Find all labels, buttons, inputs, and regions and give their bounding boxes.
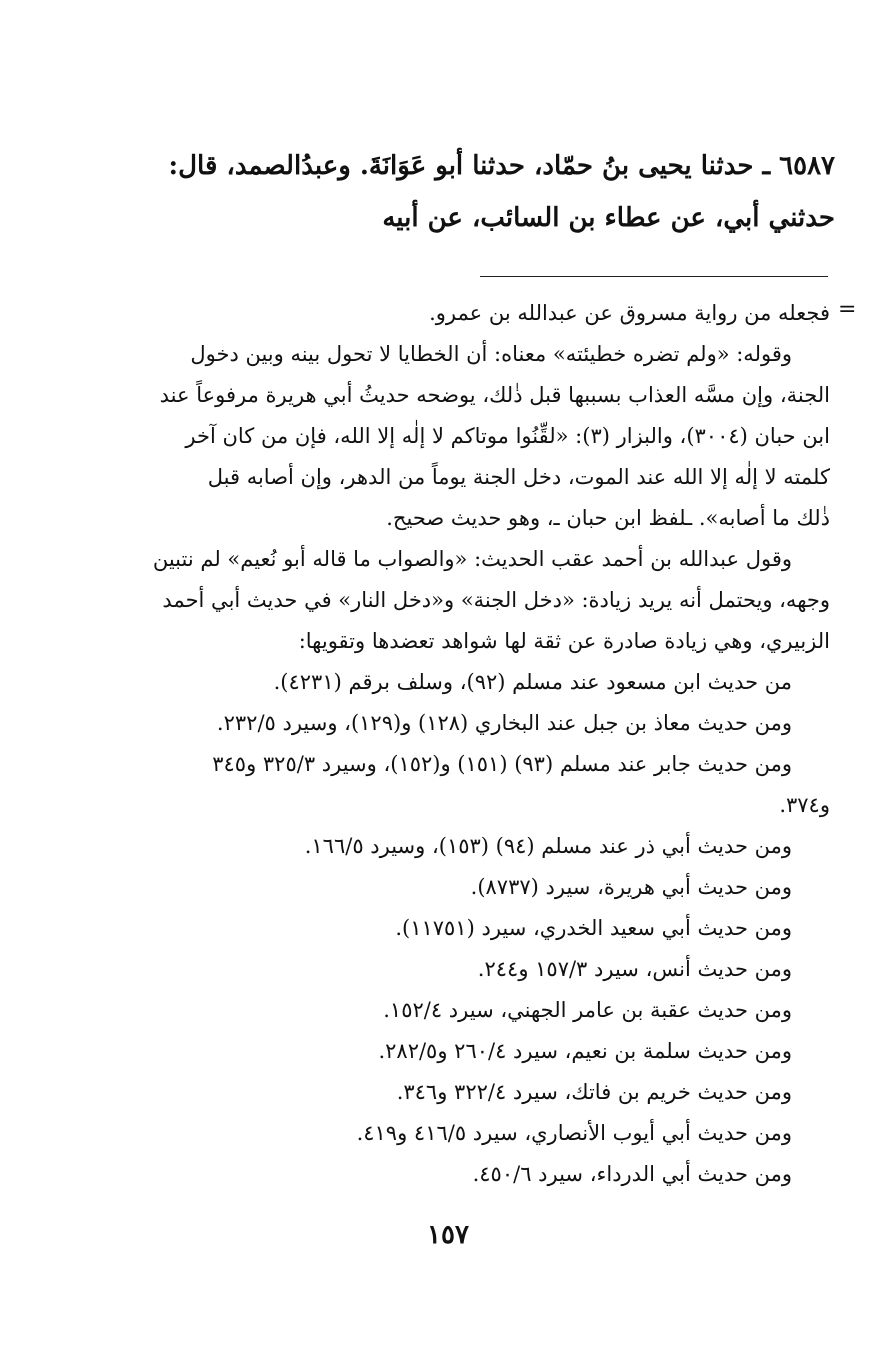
reference-item-continuation: و٣٧٤. — [779, 793, 830, 817]
reference-item: ومن حديث سلمة بن نعيم، سيرد ٢٦٠/٤ و٢٨٢/٥. — [378, 1039, 792, 1063]
reference-item: ومن حديث أنس، سيرد ١٥٧/٣ و٢٤٤. — [477, 957, 792, 981]
footnote-line: فجعله من رواية مسروق عن عبدالله بن عمرو. — [429, 301, 830, 325]
hadith-line: حدثني أبي، عن عطاء بن السائب، عن أبيه — [382, 203, 835, 233]
hadith-text — [95, 140, 835, 244]
reference-item: ومن حديث عقبة بن عامر الجهني، سيرد ١٥٢/٤. — [383, 998, 792, 1022]
reference-item: ومن حديث جابر عند مسلم (٩٣) (١٥١) و(١٥٢)، وسيرد ٣٢٥/٣ و٣٤٥ — [212, 752, 792, 776]
continuation-marker: = — [838, 297, 857, 322]
reference-item: ومن حديث معاذ بن جبل عند البخاري (١٢٨) و(١٢٩)، وسيرد ٢٣٢/٥. — [216, 711, 792, 735]
footnote-line: ذٰلك ما أصابه». ـلفظ ابن حبان ـ، وهو حديث صحيح. — [386, 506, 830, 530]
page-number: ١٥٧ — [427, 1220, 469, 1250]
footnote-line: كلمته لا إلٰه إلا الله عند الموت، دخل الجنة يوماً من الدهر، وإن أصابه قبل — [207, 465, 830, 489]
footnote-line: الزبيري، وهي زيادة صادرة عن ثقة لها شواهد تعضدها وتقويها: — [298, 629, 830, 653]
footnote-line: الجنة، وإن مسَّه العذاب بسببها قبل ذٰلك، يوضحه حديثُ أبي هريرة مرفوعاً عند — [159, 383, 830, 407]
footnote-line: وقول عبدالله بن أحمد عقب الحديث: «والصواب ما قاله أبو نُعيم» لم نتبين — [152, 547, 792, 571]
reference-item: ومن حديث أبي الدرداء، سيرد ٤٥٠/٦. — [472, 1162, 792, 1186]
footnote-line: وقوله: «ولم تضره خطيئته» معناه: أن الخطايا لا تحول بينه وبين دخول — [190, 342, 792, 366]
reference-item: من حديث ابن مسعود عند مسلم (٩٢)، وسلف برقم (٤٢٣١). — [273, 670, 792, 694]
footnote-line: ابن حبان (٣٠٠٤)، والبزار (٣): «لقِّنُوا موتاكم لا إلٰه إلا الله، فإن من كان آخر — [185, 424, 830, 448]
reference-item: ومن حديث أبي ذر عند مسلم (٩٤) (١٥٣)، وسيرد ١٦٦/٥. — [304, 834, 792, 858]
footnotes — [128, 293, 830, 1195]
hadith-line: ٦٥٨٧ ـ حدثنا يحيى بنُ حمّاد، حدثنا أبو عَوَانَةَ. وعبدُالصمد، قال: — [168, 151, 835, 181]
footnote-line: وجهه، ويحتمل أنه يريد زيادة: «دخل الجنة» و«دخل النار» في حديث أبي أحمد — [162, 588, 830, 612]
reference-item: ومن حديث أبي سعيد الخدري، سيرد (١١٧٥١). — [395, 916, 792, 940]
reference-item: ومن حديث خريم بن فاتك، سيرد ٣٢٢/٤ و٣٤٦. — [396, 1080, 792, 1104]
footnote-separator — [480, 276, 828, 277]
reference-item: ومن حديث أبي هريرة، سيرد (٨٧٣٧). — [470, 875, 792, 899]
reference-item: ومن حديث أبي أيوب الأنصاري، سيرد ٤١٦/٥ و٤١٩. — [356, 1121, 792, 1145]
